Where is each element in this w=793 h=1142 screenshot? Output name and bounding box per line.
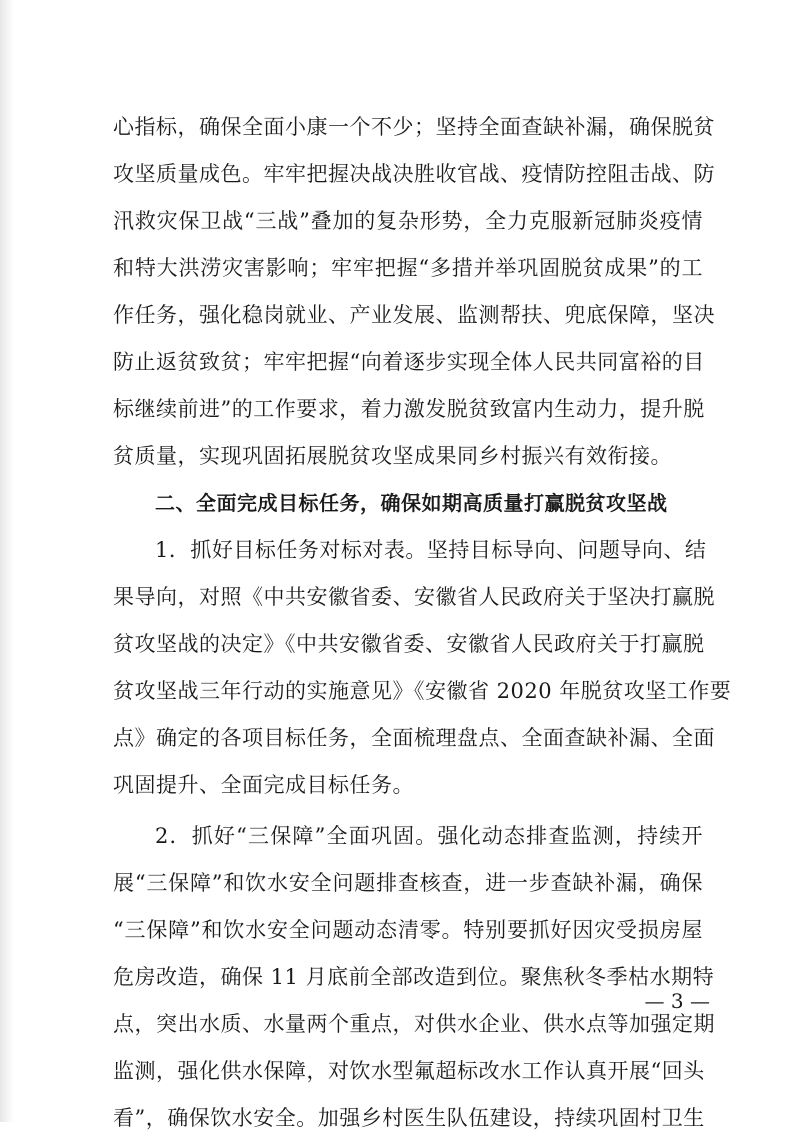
text-line: 汛救灾保卫战“三战”叠加的复杂形势，全力克服新冠肺炎疫情 [113,209,703,233]
text-line: 1．抓好目标任务对标对表。坚持目标导向、问题导向、结 [155,538,707,562]
text-line: 和特大洪涝灾害影响；牢牢把握“多措并举巩固脱贫成果”的工 [113,256,703,280]
text-line: 展“三保障”和饮水安全问题排查核查，进一步查缺补漏，确保 [113,871,703,895]
scan-shadow-edge [0,0,14,1122]
text-line: 贫攻坚战三年行动的实施意见》《安徽省 2020 年脱贫攻坚工作要 [113,679,732,703]
text-line: 巩固提升、全面完成目标任务。 [113,773,414,797]
paragraph-section-1 [113,527,732,809]
document-body [113,104,732,1142]
text-line: 作任务，强化稳岗就业、产业发展、监测帮扶、兜底保障，坚决 [113,303,715,327]
text-line: 监测，强化供水保障，对饮水型氟超标改水工作认真开展“回头 [113,1059,705,1083]
text-line: “三保障”和饮水安全问题动态清零。特别要抓好因灾受损房屋 [113,918,703,942]
text-line: 防止返贫致贫；牢牢把握“向着逐步实现全体人民共同富裕的目 [113,350,705,374]
text-line: 看”，确保饮水安全。加强乡村医生队伍建设，持续巩固村卫生 [113,1106,705,1130]
text-line: 标继续前进”的工作要求，着力激发脱贫致富内生动力，提升脱 [113,397,705,421]
text-line: 点，突出水质、水量两个重点，对供水企业、供水点等加强定期 [113,1012,715,1036]
text-line: 点》确定的各项目标任务，全面梳理盘点、全面查缺补漏、全面 [113,726,715,750]
section-heading: 二、全面完成目标任务，确保如期高质量打赢脱贫攻坚战 [155,491,668,515]
text-line: 贫攻坚战的决定》《中共安徽省委、安徽省人民政府关于打赢脱 [113,632,705,656]
text-line: 果导向，对照《中共安徽省委、安徽省人民政府关于坚决打赢脱 [113,585,715,609]
text-line: 贫质量，实现巩固拓展脱贫攻坚成果同乡村振兴有效衔接。 [113,444,672,468]
paragraph-intro [113,104,715,480]
text-line: 攻坚质量成色。牢牢把握决战决胜收官战、疫情防控阻击战、防 [113,162,715,186]
text-line: 2．抓好“三保障”全面巩固。强化动态排查监测，持续开 [155,824,703,848]
text-line: 心指标，确保全面小康一个不少；坚持全面查缺补漏，确保脱贫 [113,115,715,139]
page-number: — 3 — [644,989,710,1013]
text-line: 危房改造，确保 11 月底前全部改造到位。聚焦秋冬季枯水期特 [113,965,715,989]
paragraph-section-2 [113,813,715,1142]
